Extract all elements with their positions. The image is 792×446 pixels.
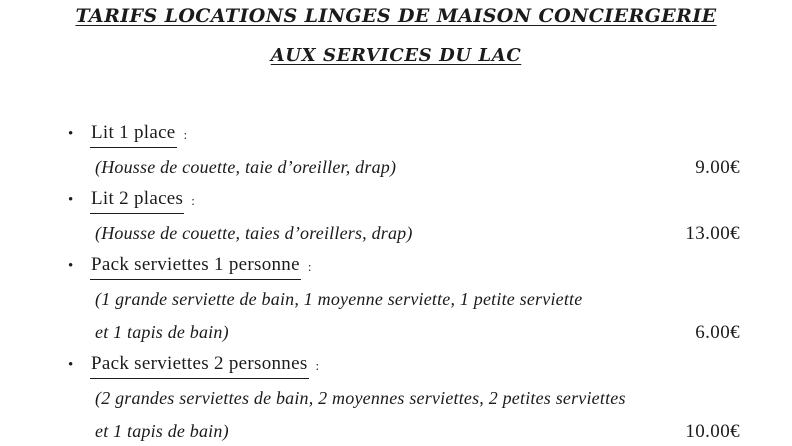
page-title: TARIFS LOCATIONS LINGES DE MAISON CONCIERGERIE bbox=[75, 5, 717, 27]
price-value: 9.00€ bbox=[695, 156, 740, 178]
bullet-icon: • bbox=[68, 258, 74, 274]
item-label: Lit 2 places bbox=[90, 188, 184, 214]
list-item bbox=[68, 118, 740, 151]
description-line: (Housse de couette, taie d’oreiller, drap) bbox=[95, 157, 397, 177]
description-row bbox=[68, 316, 740, 349]
item-colon: : bbox=[183, 126, 188, 142]
price-value: 6.00€ bbox=[695, 321, 740, 343]
page-subtitle: AUX SERVICES DU LAC bbox=[270, 45, 522, 66]
item-colon: : bbox=[191, 192, 195, 208]
list-item bbox=[68, 349, 740, 382]
bullet-icon: • bbox=[68, 192, 74, 208]
item-label: Pack serviettes 2 personnes bbox=[90, 353, 309, 379]
document-header bbox=[0, 0, 792, 68]
description-row bbox=[68, 217, 740, 250]
description-row bbox=[68, 415, 740, 446]
item-colon: : bbox=[315, 357, 320, 373]
price-value: 10.00€ bbox=[685, 420, 740, 442]
description-row bbox=[68, 283, 740, 316]
item-label: Pack serviettes 1 personne bbox=[90, 254, 301, 280]
bullet-icon: • bbox=[68, 126, 74, 142]
description-line: (2 grandes serviettes de bain, 2 moyennes serviettes, 2 petites serviettes bbox=[95, 388, 626, 408]
price-list bbox=[68, 118, 740, 446]
item-label: Lit 1 place bbox=[90, 122, 177, 148]
item-colon: : bbox=[307, 258, 312, 274]
list-item bbox=[68, 250, 740, 283]
bullet-icon: • bbox=[68, 357, 74, 373]
description-row bbox=[68, 151, 740, 184]
description-line: et 1 tapis de bain) bbox=[95, 322, 229, 342]
description-line: et 1 tapis de bain) bbox=[95, 421, 229, 441]
description-row bbox=[68, 382, 740, 415]
list-item bbox=[68, 184, 740, 217]
description-line: (1 grande serviette de bain, 1 moyenne serviette, 1 petite serviette bbox=[95, 289, 583, 309]
description-line: (Housse de couette, taies d’oreillers, drap) bbox=[95, 223, 413, 243]
price-value: 13.00€ bbox=[685, 222, 740, 244]
